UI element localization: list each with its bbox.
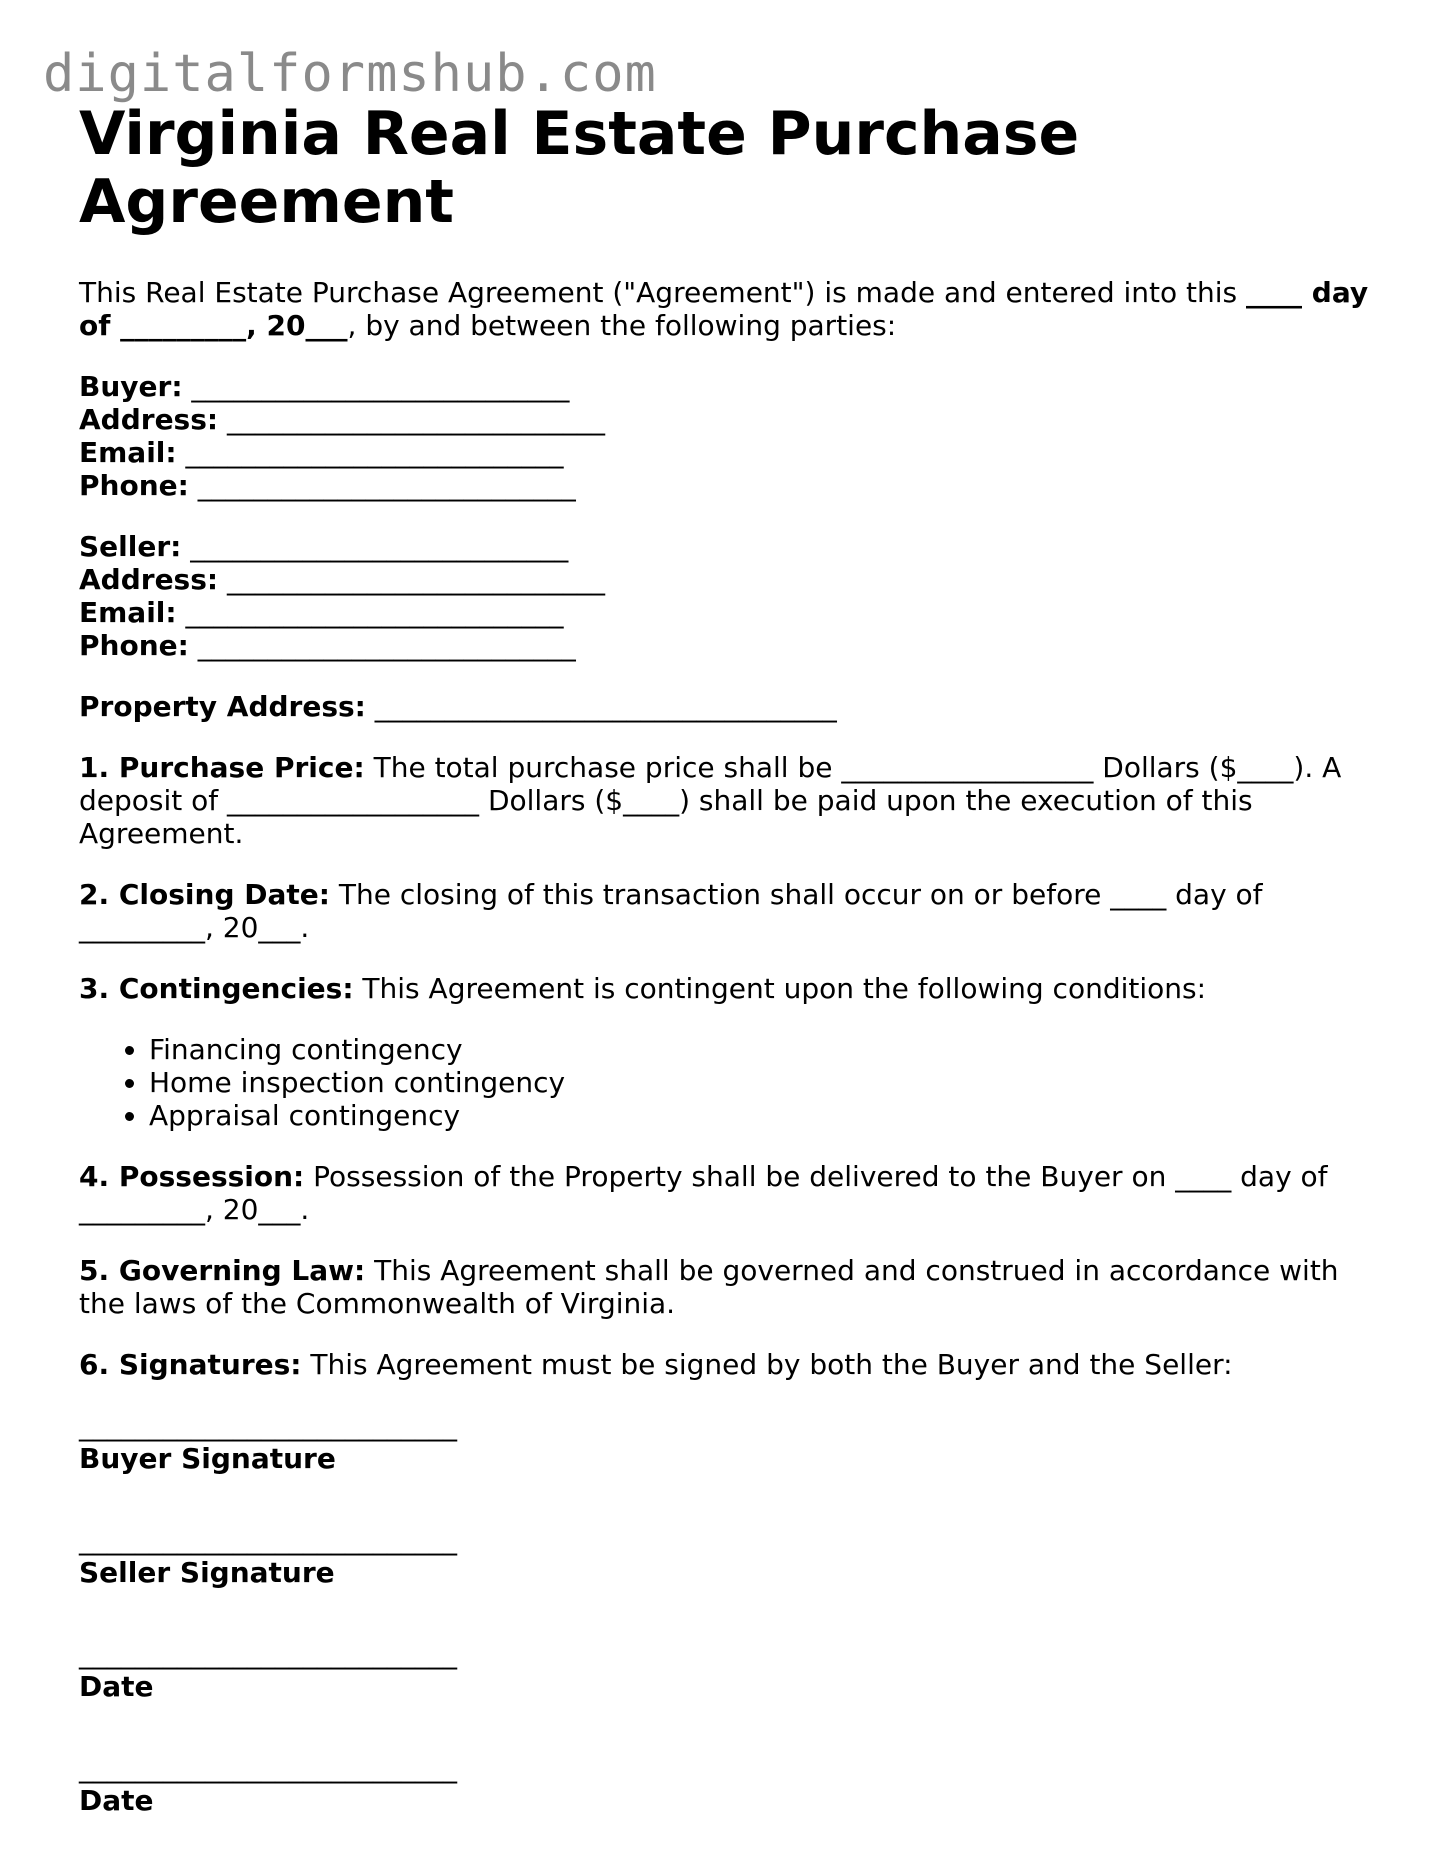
buyer-address-blank[interactable]: ___________________________ bbox=[218, 403, 605, 436]
seller-address-blank[interactable]: ___________________________ bbox=[218, 563, 605, 596]
buyer-email-blank[interactable]: ___________________________ bbox=[176, 436, 564, 469]
seller-block bbox=[79, 530, 1369, 662]
signatures-label: 6. Signatures: bbox=[79, 1348, 302, 1381]
section-signatures bbox=[79, 1348, 1369, 1381]
intro-paragraph bbox=[79, 276, 1369, 342]
list-item: • Appraisal contingency bbox=[149, 1099, 1369, 1132]
list-item: • Financing contingency bbox=[149, 1033, 1369, 1066]
buyer-signature-block bbox=[79, 1409, 1369, 1475]
buyer-name-line bbox=[79, 370, 1369, 403]
date-line-2[interactable]: ___________________________ bbox=[79, 1751, 457, 1784]
seller-address-label: Address: bbox=[79, 563, 219, 596]
seller-name-line bbox=[79, 530, 1369, 563]
closing-date-text: The closing of this transaction shall occur on or before ____ day of _________, 20___. bbox=[79, 878, 1263, 944]
purchase-price-text: The total purchase price shall be __________________ Dollars ($____). A deposit of __________________ Dollars ($____) shall be paid upon the execution of this Agreement. bbox=[79, 751, 1342, 850]
seller-email-blank[interactable]: ___________________________ bbox=[176, 596, 564, 629]
property-address-label: Property Address: bbox=[79, 690, 366, 723]
property-address-line bbox=[79, 690, 1369, 723]
seller-phone-line bbox=[79, 629, 1369, 662]
purchase-price-label: 1. Purchase Price: bbox=[79, 751, 365, 784]
seller-name-blank[interactable]: ___________________________ bbox=[181, 530, 569, 563]
intro-text-a: This Real Estate Purchase Agreement ("Agreement") is made and entered into this bbox=[79, 276, 1247, 309]
possession-text: Possession of the Property shall be delivered to the Buyer on ____ day of _________, 20___. bbox=[79, 1160, 1328, 1226]
seller-signature-block bbox=[79, 1523, 1369, 1589]
buyer-phone-line bbox=[79, 469, 1369, 502]
buyer-address-label: Address: bbox=[79, 403, 219, 436]
signatures-text: This Agreement must be signed by both the Buyer and the Seller: bbox=[301, 1348, 1233, 1381]
buyer-signature-label: Buyer Signature bbox=[79, 1442, 336, 1475]
signature-blocks bbox=[79, 1409, 1369, 1817]
document-page bbox=[79, 100, 1369, 1817]
date-label-1: Date bbox=[79, 1670, 154, 1703]
date-line-1[interactable]: ___________________________ bbox=[79, 1637, 457, 1670]
buyer-signature-line[interactable]: ___________________________ bbox=[79, 1409, 457, 1442]
seller-phone-label: Phone: bbox=[79, 629, 189, 662]
buyer-email-line bbox=[79, 436, 1369, 469]
date-block-1 bbox=[79, 1637, 1369, 1703]
buyer-email-label: Email: bbox=[79, 436, 177, 469]
possession-label: 4. Possession: bbox=[79, 1160, 305, 1193]
section-closing-date bbox=[79, 878, 1369, 944]
buyer-name-blank[interactable]: ___________________________ bbox=[182, 370, 570, 403]
contingencies-text: This Agreement is contingent upon the following conditions: bbox=[353, 972, 1207, 1005]
section-governing-law bbox=[79, 1254, 1369, 1320]
buyer-phone-label: Phone: bbox=[79, 469, 189, 502]
date-label-2: Date bbox=[79, 1784, 154, 1817]
governing-law-text: This Agreement shall be governed and construed in accordance with the laws of the Commonwealth of Virginia. bbox=[79, 1254, 1339, 1320]
section-possession bbox=[79, 1160, 1369, 1226]
closing-date-label: 2. Closing Date: bbox=[79, 878, 330, 911]
buyer-name-label: Buyer: bbox=[79, 370, 183, 403]
governing-law-label: 5. Governing Law: bbox=[79, 1254, 366, 1287]
seller-signature-label: Seller Signature bbox=[79, 1556, 335, 1589]
watermark: digitalformshub.com bbox=[43, 44, 657, 104]
seller-signature-line[interactable]: ___________________________ bbox=[79, 1523, 457, 1556]
seller-address-line bbox=[79, 563, 1369, 596]
seller-phone-blank[interactable]: ___________________________ bbox=[188, 629, 576, 662]
intro-text-b: , by and between the following parties: bbox=[347, 309, 897, 342]
property-address-blank[interactable]: _________________________________ bbox=[365, 690, 837, 723]
buyer-block bbox=[79, 370, 1369, 502]
section-contingencies bbox=[79, 972, 1369, 1005]
list-item: • Home inspection contingency bbox=[149, 1066, 1369, 1099]
date-block-2 bbox=[79, 1751, 1369, 1817]
document-title: Virginia Real Estate Purchase Agreement bbox=[79, 99, 1080, 237]
contingencies-label: 3. Contingencies: bbox=[79, 972, 354, 1005]
contingency-list bbox=[79, 1033, 1369, 1132]
intro-date-blank: ____ day of _________, 20___ bbox=[79, 276, 1369, 342]
buyer-phone-blank[interactable]: ___________________________ bbox=[188, 469, 576, 502]
seller-name-label: Seller: bbox=[79, 530, 182, 563]
buyer-address-line bbox=[79, 403, 1369, 436]
seller-email-label: Email: bbox=[79, 596, 177, 629]
section-purchase-price bbox=[79, 751, 1369, 850]
seller-email-line bbox=[79, 596, 1369, 629]
